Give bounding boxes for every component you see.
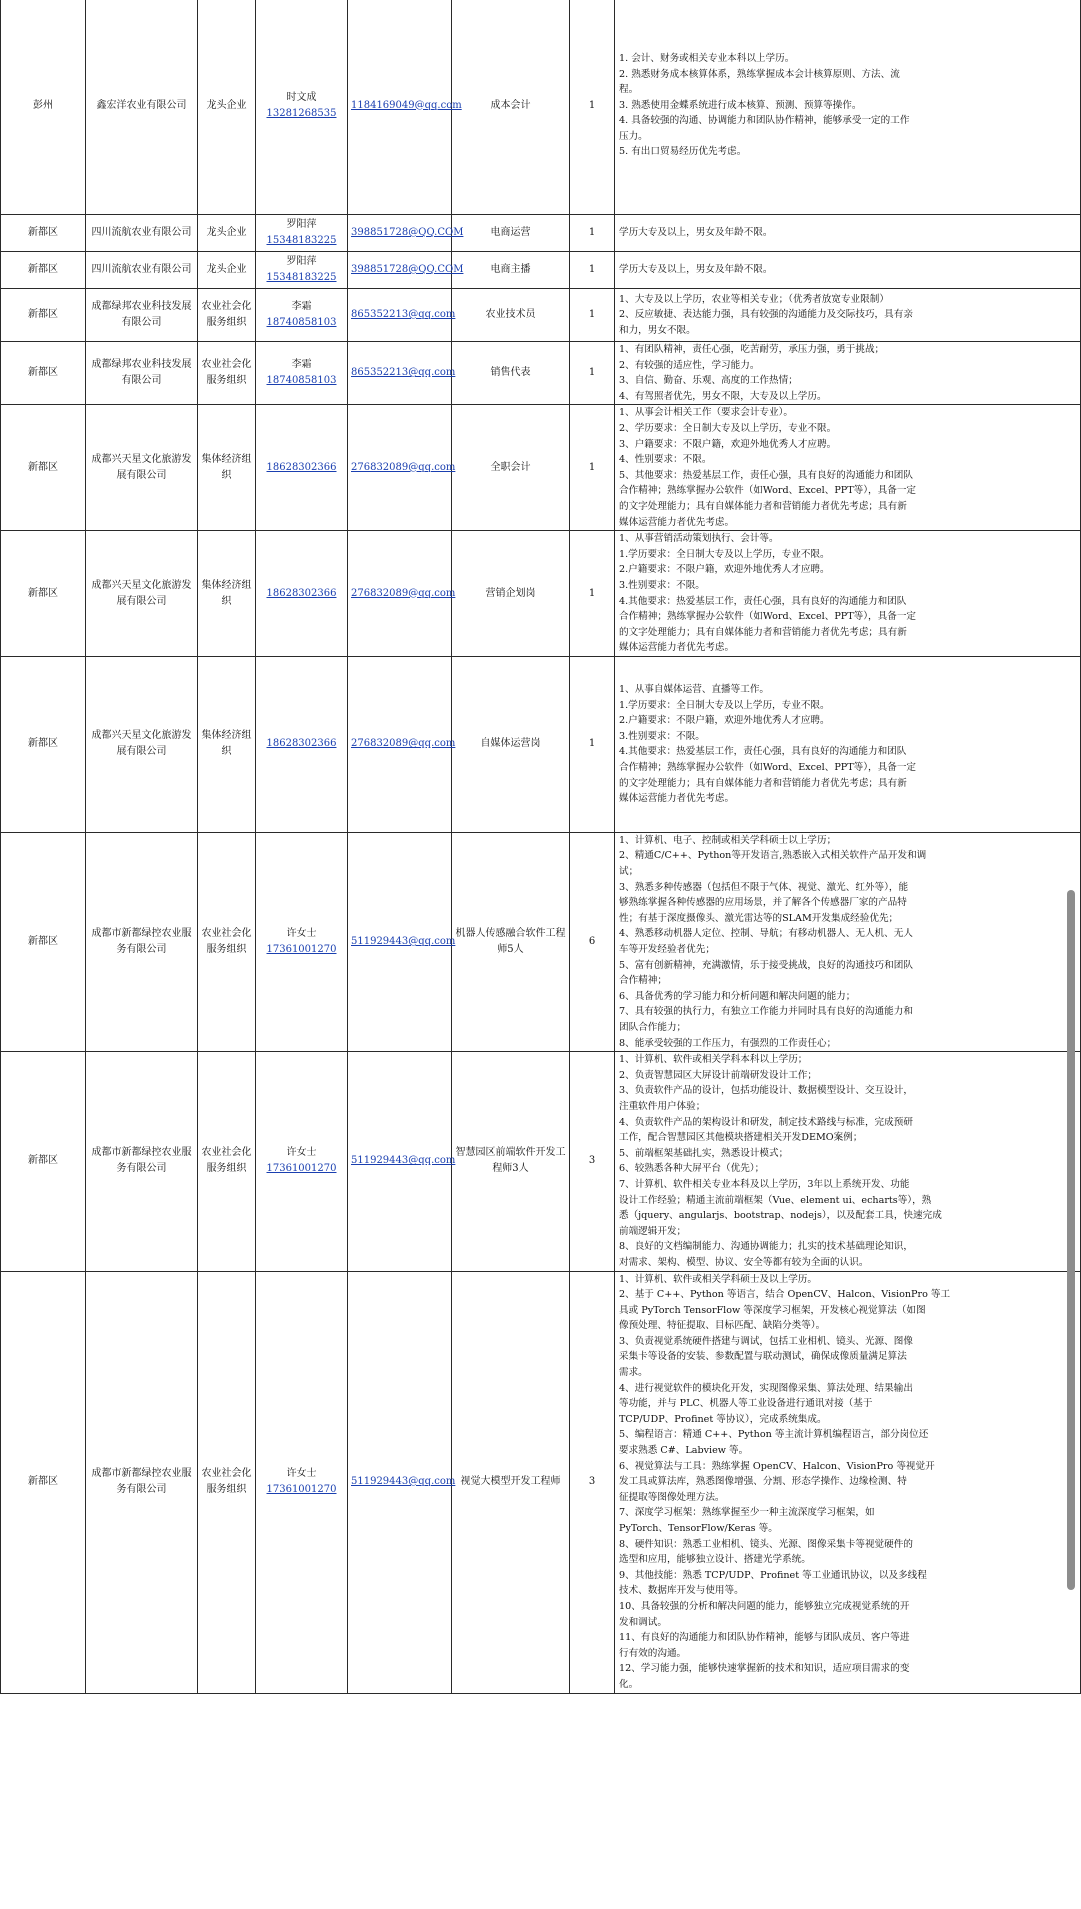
region-cell: 新都区	[1, 342, 86, 405]
requirement-line: 4、进行视觉软件的模块化开发，实现图像采集、算法处理、结果输出	[619, 1382, 913, 1394]
requirement-line: 2、精通C/C++、Python等开发语言,熟悉嵌入式相关软件产品开发和调	[619, 850, 927, 862]
requirements-cell	[615, 1271, 1081, 1693]
company-cell: 四川流航农业有限公司	[86, 215, 198, 252]
requirement-line: 2、有较强的适应性，学习能力。	[619, 359, 760, 371]
requirement-line: 2. 熟悉财务成本核算体系，熟练掌握成本会计核算原则、方法、流	[619, 68, 900, 80]
org-type-cell: 集体经济组织	[198, 656, 256, 832]
headcount-cell: 6	[570, 832, 615, 1051]
contact-cell	[256, 289, 348, 342]
requirement-line: 3. 熟悉使用金蝶系统进行成本核算、预测、预算等操作。	[619, 99, 862, 111]
region-cell: 新都区	[1, 832, 86, 1051]
company-cell: 成都市新都绿控农业服务有限公司	[86, 832, 198, 1051]
requirement-line: TCP/UDP、Profinet 等协议），完成系统集成。	[619, 1413, 827, 1425]
requirement-line: 要求熟悉 C#、Labview 等。	[619, 1445, 749, 1457]
contact-name: 罗阳萍	[286, 219, 317, 230]
org-type-cell: 农业社会化服务组织	[198, 1271, 256, 1693]
requirement-line: 学历大专及以上，男女及年龄不限。	[619, 227, 773, 239]
requirement-line: 车等开发经验者优先；	[619, 944, 715, 956]
headcount-cell: 1	[570, 252, 615, 289]
contact-cell	[256, 342, 348, 405]
requirement-line: 3、负责视觉系统硬件搭建与调试，包括工业相机、镜头、光源、图像	[619, 1335, 913, 1347]
email-link[interactable]: 865352213@qq.com	[351, 309, 456, 320]
requirement-line: 4、有驾照者优先，男女不限，大专及以上学历。	[619, 390, 827, 402]
position-cell: 电商主播	[452, 252, 570, 289]
table-row	[1, 531, 1081, 657]
contact-phone-link[interactable]: 18628302366	[266, 587, 337, 599]
email-link[interactable]: 511929443@qq.com	[351, 1476, 456, 1488]
requirement-line: 学历大专及以上，男女及年龄不限。	[619, 264, 773, 276]
contact-cell	[256, 0, 348, 215]
requirement-line: 11、有良好的沟通能力和团队协作精神，能够与团队成员、客户等进	[619, 1632, 910, 1644]
org-type-cell: 龙头企业	[198, 0, 256, 215]
org-type-cell: 集体经济组织	[198, 531, 256, 657]
contact-phone-link[interactable]: 17361001270	[266, 1484, 337, 1496]
headcount-cell: 1	[570, 656, 615, 832]
requirement-line: 1、大专及以上学历，农业等相关专业；（优秀者放宽专业限制）	[619, 293, 889, 305]
region-cell: 新都区	[1, 405, 86, 531]
requirement-line: 需求。	[619, 1367, 648, 1379]
headcount-cell: 1	[570, 405, 615, 531]
contact-phone-link[interactable]: 18628302366	[266, 461, 337, 473]
requirement-line: 悉（jquery、angularjs、bootstrap、nodejs），以及配套工具，快速完成	[619, 1210, 942, 1222]
requirement-line: 2、学历要求：全日制大专及以上学历，专业不限。	[619, 422, 837, 434]
contact-cell	[256, 405, 348, 531]
requirement-line: 2、反应敏捷、表达能力强，具有较强的沟通能力及交际技巧，具有亲	[619, 309, 913, 321]
requirement-line: 4、性别要求：不限。	[619, 454, 712, 466]
requirement-line: 7、具有较强的执行力，有独立工作能力并同时具有良好的沟通能力和	[619, 1006, 913, 1018]
table-row	[1, 405, 1081, 531]
requirement-line: 注重软件用户体验；	[619, 1100, 706, 1112]
email-cell	[348, 215, 464, 252]
table-row	[1, 656, 1081, 832]
requirement-line: 合作精神；熟练掌握办公软件（如Word、Excel、PPT等），具备一定	[619, 761, 917, 773]
requirement-line: 团队合作能力；	[619, 1022, 687, 1033]
region-cell: 新都区	[1, 1052, 86, 1271]
company-cell: 成都兴天星文化旅游发展有限公司	[86, 531, 198, 657]
vertical-scrollbar[interactable]	[1067, 890, 1075, 1590]
requirement-line: 行有效的沟通。	[619, 1647, 687, 1659]
region-cell: 彭州	[1, 0, 86, 215]
requirements-cell	[615, 405, 1081, 531]
requirement-line: 2.户籍要求：不限户籍，欢迎外地优秀人才应聘。	[619, 564, 830, 576]
contact-cell	[256, 1052, 348, 1271]
region-cell: 新都区	[1, 1271, 86, 1693]
table-row	[1, 0, 1081, 215]
region-cell: 新都区	[1, 252, 86, 289]
table-row	[1, 289, 1081, 342]
requirement-line: 5、富有创新精神，充满激情，乐于接受挑战，良好的沟通技巧和团队	[619, 959, 913, 971]
contact-cell	[256, 215, 348, 252]
region-cell: 新都区	[1, 215, 86, 252]
requirement-line: 1、从事自媒体运营、直播等工作。	[619, 684, 770, 695]
contact-phone-link[interactable]: 15348183225	[266, 235, 337, 246]
requirement-line: 3、自信、勤奋、乐观、高度的工作热情；	[619, 375, 798, 387]
requirement-line: 的文字处理能力；具有自媒体能力者和营销能力者优先考虑；具有新	[619, 626, 907, 638]
requirement-line: 3.性别要求：不限。	[619, 579, 705, 591]
email-link[interactable]: 276832089@qq.com	[351, 587, 456, 599]
position-cell: 销售代表	[452, 342, 570, 405]
contact-phone-link[interactable]: 18740858103	[266, 375, 337, 387]
position-cell: 自媒体运营岗	[452, 656, 570, 832]
org-type-cell: 农业社会化服务组织	[198, 832, 256, 1051]
requirement-line: 4.其他要求：热爱基层工作，责任心强，具有良好的沟通能力和团队	[619, 595, 907, 607]
requirement-line: 1、从事营销活动策划执行、会计等。	[619, 533, 779, 545]
requirement-line: 2、负责智慧园区大屏设计前端研发设计工作；	[619, 1069, 817, 1081]
requirement-line: 1.学历要求：全日制大专及以上学历，专业不限。	[619, 699, 830, 711]
requirement-line: 9、其他技能：熟悉 TCP/UDP、Profinet 等工业通讯协议，以及多线程	[619, 1569, 927, 1581]
requirement-line: 6、具备优秀的学习能力和分析问题和解决问题的能力；	[619, 990, 856, 1002]
email-cell	[348, 405, 456, 531]
requirement-line: 4.其他要求：热爱基层工作，责任心强，具有良好的沟通能力和团队	[619, 746, 907, 758]
requirement-line: 技术、数据库开发与使用等。	[619, 1585, 744, 1597]
position-cell: 全职会计	[452, 405, 570, 531]
requirement-line: 1、从事会计相关工作（要求会计专业）。	[619, 407, 793, 419]
requirement-line: 媒体运营能力者优先考虑。	[619, 642, 735, 654]
company-cell: 成都兴天星文化旅游发展有限公司	[86, 405, 198, 531]
table-row	[1, 832, 1081, 1051]
company-cell: 成都绿邦农业科技发展有限公司	[86, 289, 198, 342]
position-cell: 智慧园区前端软件开发工程师3人	[452, 1052, 570, 1271]
requirement-line: 3、熟悉多种传感器（包括但不限于气体、视觉、激光、红外等），能	[619, 881, 909, 893]
contact-cell	[256, 656, 348, 832]
requirement-line: 对需求、架构、模型、协议、安全等都有较为全面的认识。	[619, 1256, 869, 1268]
requirement-line: 3.性别要求：不限。	[619, 730, 705, 742]
requirement-line: 7、计算机、软件相关专业本科及以上学历，3年以上系统开发、功能	[619, 1178, 910, 1190]
requirement-line: 12、学习能力强，能够快速掌握新的技术和知识，适应项目需求的变	[619, 1663, 910, 1675]
email-link[interactable]: 1184169049@qq.com	[351, 99, 462, 111]
headcount-cell: 3	[570, 1052, 615, 1271]
requirement-line: PyTorch、TensorFlow/Keras 等。	[619, 1523, 778, 1534]
headcount-cell: 1	[570, 289, 615, 342]
company-cell: 成都绿邦农业科技发展有限公司	[86, 342, 198, 405]
email-link[interactable]: 865352213@qq.com	[351, 367, 456, 379]
email-cell	[348, 531, 456, 657]
contact-name: 许女士	[286, 1468, 317, 1480]
requirement-line: 压力。	[619, 130, 648, 142]
company-cell: 成都兴天星文化旅游发展有限公司	[86, 656, 198, 832]
email-link[interactable]: 276832089@qq.com	[351, 461, 456, 473]
requirements-cell	[615, 832, 1081, 1051]
requirement-line: 1、计算机、电子、控制或相关学科硕士以上学历；	[619, 834, 837, 846]
requirement-line: 的文字处理能力；具有自媒体能力者和营销能力者优先考虑；具有新	[619, 500, 907, 512]
requirements-cell	[615, 1052, 1081, 1271]
company-cell: 成都市新都绿控农业服务有限公司	[86, 1271, 198, 1693]
headcount-cell: 3	[570, 1271, 615, 1693]
position-cell: 营销企划岗	[452, 531, 570, 657]
requirement-line: 性；有基于深度摄像头、激光雷达等的SLAM开发集成经验优先；	[619, 912, 899, 924]
email-cell	[348, 832, 456, 1051]
requirement-line: 7、深度学习框架：熟练掌握至少一种主流深度学习框架，如	[619, 1507, 875, 1519]
requirement-line: 设计工作经验；精通主流前端框架（Vue、element ui、echarts等），熟	[619, 1194, 932, 1206]
email-link[interactable]: 398851728@QQ.COM	[351, 264, 464, 275]
requirement-line: 和力，男女不限。	[619, 324, 696, 336]
contact-name: 许女士	[286, 928, 317, 940]
requirement-line: 6、视觉算法与工具：熟练掌握 OpenCV、Halcon、VisionPro 等视觉开	[619, 1460, 935, 1472]
position-cell: 农业技术员	[452, 289, 570, 342]
requirement-line: 像预处理、特征提取、目标匹配、缺陷分类等）。	[619, 1320, 826, 1332]
requirements-cell	[615, 215, 1081, 252]
contact-cell	[256, 531, 348, 657]
requirement-line: 发工具或算法库，熟悉图像增强、分割、形态学操作、边缘检测、特	[619, 1476, 907, 1488]
requirement-line: 1.学历要求：全日制大专及以上学历，专业不限。	[619, 548, 830, 560]
contact-cell	[256, 832, 348, 1051]
email-cell	[348, 289, 456, 342]
org-type-cell: 集体经济组织	[198, 405, 256, 531]
contact-name: 李霜	[291, 359, 312, 371]
requirements-cell	[615, 656, 1081, 832]
company-cell: 鑫宏洋农业有限公司	[86, 0, 198, 215]
requirement-line: 5、前端框架基础扎实，熟悉设计模式；	[619, 1147, 789, 1159]
requirement-line: 1、计算机、软件或相关学科硕士及以上学历。	[619, 1273, 817, 1285]
table-row	[1, 215, 1081, 252]
table-row	[1, 1052, 1081, 1271]
requirement-line: 6、较熟悉各种大屏平台（优先）；	[619, 1163, 765, 1175]
email-cell	[348, 0, 462, 215]
requirement-line: 5、其他要求：热爱基层工作，责任心强，具有良好的沟通能力和团队	[619, 469, 913, 481]
requirement-line: 具或 PyTorch TensorFlow 等深度学习框架，开发核心视觉算法（如图	[619, 1304, 926, 1316]
contact-cell	[256, 1271, 348, 1693]
contact-name: 许女士	[286, 1147, 317, 1159]
requirement-line: 1、计算机、软件或相关学科本科以上学历；	[619, 1054, 808, 1066]
org-type-cell: 龙头企业	[198, 215, 256, 252]
requirement-line: 等功能，并与 PLC、机器人等工业设备进行通讯对接（基于	[619, 1398, 873, 1410]
position-cell: 视觉大模型开发工程师	[452, 1271, 570, 1693]
requirements-cell	[615, 289, 1081, 342]
requirement-line: 合作精神；熟练掌握办公软件（如Word、Excel、PPT等），具备一定	[619, 485, 917, 497]
region-cell: 新都区	[1, 289, 86, 342]
requirement-line: 5、编程语言：精通 C++、Python 等主流计算机编程语言，部分岗位还	[619, 1429, 929, 1441]
requirement-line: 的文字处理能力；具有自媒体能力者和营销能力者优先考虑；具有新	[619, 777, 907, 789]
org-type-cell: 农业社会化服务组织	[198, 342, 256, 405]
table-row	[1, 342, 1081, 405]
email-link[interactable]: 511929443@qq.com	[351, 936, 456, 948]
email-cell	[348, 342, 456, 405]
headcount-cell: 1	[570, 531, 615, 657]
org-type-cell: 农业社会化服务组织	[198, 289, 256, 342]
contact-name: 李霜	[291, 301, 312, 312]
requirement-line: 5. 有出口贸易经历优先考虑。	[619, 146, 747, 158]
position-cell: 机器人传感融合软件工程师5人	[452, 832, 570, 1051]
requirements-cell	[615, 342, 1081, 405]
contact-phone-link[interactable]: 17361001270	[266, 1163, 337, 1175]
requirement-line: 1、有团队精神，责任心强，吃苦耐劳，承压力强，勇于挑战；	[619, 344, 885, 355]
requirements-cell	[615, 252, 1081, 289]
requirement-line: 3、负责软件产品的设计，包括功能设计、数据模型设计、交互设计，	[619, 1085, 913, 1097]
contact-phone-link[interactable]: 18740858103	[266, 317, 337, 328]
org-type-cell: 农业社会化服务组织	[198, 1052, 256, 1271]
requirements-cell	[615, 531, 1081, 657]
contact-phone-link[interactable]: 15348183225	[266, 272, 337, 283]
contact-cell	[256, 252, 348, 289]
requirement-line: 够熟练掌握各种传感器的应用场景，并了解各个传感器厂家的产品特	[619, 897, 907, 909]
requirement-line: 化。	[619, 1678, 639, 1690]
company-cell: 四川流航农业有限公司	[86, 252, 198, 289]
headcount-cell: 1	[570, 0, 615, 215]
email-cell	[348, 656, 456, 832]
requirement-line: 8、硬件知识：熟悉工业相机、镜头、光源、图像采集卡等视觉硬件的	[619, 1538, 913, 1550]
requirement-line: 发和调试。	[619, 1616, 667, 1628]
region-cell: 新都区	[1, 531, 86, 657]
position-cell: 成本会计	[452, 0, 570, 215]
region-cell: 新都区	[1, 656, 86, 832]
table-row	[1, 252, 1081, 289]
requirement-line: 2、基于 C++、Python 等语言，结合 OpenCV、Halcon、VisionPro 等工	[619, 1289, 951, 1301]
email-cell	[348, 1052, 456, 1271]
contact-phone-link[interactable]: 18628302366	[266, 738, 337, 750]
requirement-line: 程。	[619, 84, 639, 96]
requirement-line: 4. 具备较强的沟通、协调能力和团队协作精神，能够承受一定的工作	[619, 115, 910, 127]
email-cell	[348, 252, 464, 289]
requirement-line: 合作精神；	[619, 975, 667, 987]
requirement-line: 选型和应用，能够独立设计、搭建光学系统。	[619, 1554, 811, 1566]
requirement-line: 2.户籍要求：不限户籍，欢迎外地优秀人才应聘。	[619, 715, 830, 727]
requirement-line: 10、具备较强的分析和解决问题的能力，能够独立完成视觉系统的开	[619, 1600, 910, 1612]
requirements-cell	[615, 0, 1081, 215]
requirement-line: 征提取等图像处理方法。	[619, 1491, 725, 1503]
position-cell: 电商运营	[452, 215, 570, 252]
requirement-line: 采集卡等设备的安装、参数配置与联动测试，确保成像质量满足算法	[619, 1351, 907, 1363]
table-row	[1, 1271, 1081, 1693]
email-cell	[348, 1271, 456, 1693]
company-cell: 成都市新都绿控农业服务有限公司	[86, 1052, 198, 1271]
requirement-line: 1. 会计、财务或相关专业本科以上学历。	[619, 52, 795, 64]
contact-phone-link[interactable]: 17361001270	[266, 944, 337, 956]
contact-phone-link[interactable]: 13281268535	[266, 107, 337, 119]
org-type-cell: 龙头企业	[198, 252, 256, 289]
requirement-line: 8、良好的文档编制能力、沟通协调能力；扎实的技术基础理论知识，	[619, 1241, 913, 1253]
requirement-line: 媒体运营能力者优先考虑。	[619, 793, 735, 805]
email-link[interactable]: 398851728@QQ.COM	[351, 227, 464, 238]
requirement-line: 4、负责软件产品的架构设计和研发，制定技术路线与标准，完成预研	[619, 1116, 913, 1128]
contact-name: 时文成	[286, 91, 317, 103]
requirement-line: 试；	[619, 866, 639, 878]
requirement-line: 3、户籍要求：不限户籍，欢迎外地优秀人才应聘。	[619, 438, 837, 450]
requirement-line: 前端逻辑开发；	[619, 1225, 687, 1237]
requirement-line: 8、能承受较强的工作压力，有强烈的工作责任心；	[619, 1037, 837, 1049]
headcount-cell: 1	[570, 215, 615, 252]
contact-name: 罗阳萍	[286, 256, 317, 267]
email-link[interactable]: 276832089@qq.com	[351, 738, 456, 750]
email-link[interactable]: 511929443@qq.com	[351, 1155, 456, 1167]
requirement-line: 4、熟悉移动机器人定位、控制、导航；有移动机器人、无人机、无人	[619, 928, 913, 940]
requirement-line: 媒体运营能力者优先考虑。	[619, 516, 735, 528]
requirement-line: 合作精神；熟练掌握办公软件（如Word、Excel、PPT等），具备一定	[619, 611, 917, 623]
headcount-cell: 1	[570, 342, 615, 405]
requirement-line: 工作，配合智慧园区其他模块搭建相关开发DEMO案例；	[619, 1132, 863, 1144]
